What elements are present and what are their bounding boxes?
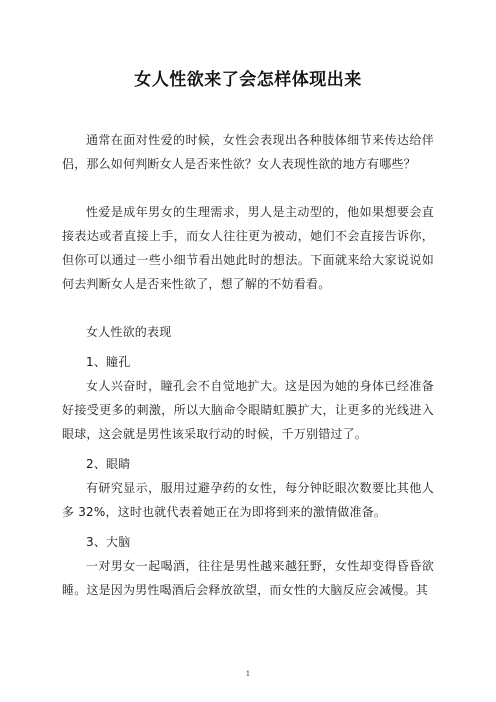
item-text-eyes: 有研究显示，服用过避孕药的女性，每分钟眨眼次数要比其他人多 32%，这时也就代表着她正在为即将到来的激情做准备。	[62, 481, 434, 519]
document-title: 女人性欲来了会怎样体现出来	[134, 70, 362, 90]
item-heading-eyes: 2、眼睛	[86, 457, 131, 471]
item-text-brain: 一对男女一起喝酒，往往是男性越来越狂野，女性却变得昏昏欲睡。这是因为男性喝酒后会释放欲望，而女性的大脑反应会减慢。其	[62, 559, 434, 597]
item-text-pupil: 女人兴奋时，瞳孔会不自觉地扩大。这是因为她的身体已经准备好接受更多的刺激，所以大脑命令眼睛虹膜扩大，让更多的光线进入眼球，这会就是男性该采取行动的时候，千万别错过了。	[62, 379, 434, 441]
section-heading: 女人性欲的表现	[86, 325, 172, 339]
item-heading-pupil: 1、瞳孔	[86, 355, 131, 369]
item-heading-brain: 3、大脑	[86, 535, 131, 549]
intro-paragraph: 通常在面对性爱的时候，女性会表现出各种肢体细节来传达给伴侣，那么如何判断女人是否来性欲？女人表现性欲的地方有哪些？	[62, 133, 434, 171]
document-body	[62, 128, 434, 602]
page-number: 1	[245, 670, 251, 678]
body-paragraph: 性爱是成年男女的生理需求，男人是主动型的，他如果想要会直接表达或者直接上手，而女人往往更为被动，她们不会直接告诉你，但你可以通过一些小细节看出她此时的想法。下面就来给大家说说如何去判断女人是否来性欲了，想了解的不妨看看。	[62, 205, 434, 291]
